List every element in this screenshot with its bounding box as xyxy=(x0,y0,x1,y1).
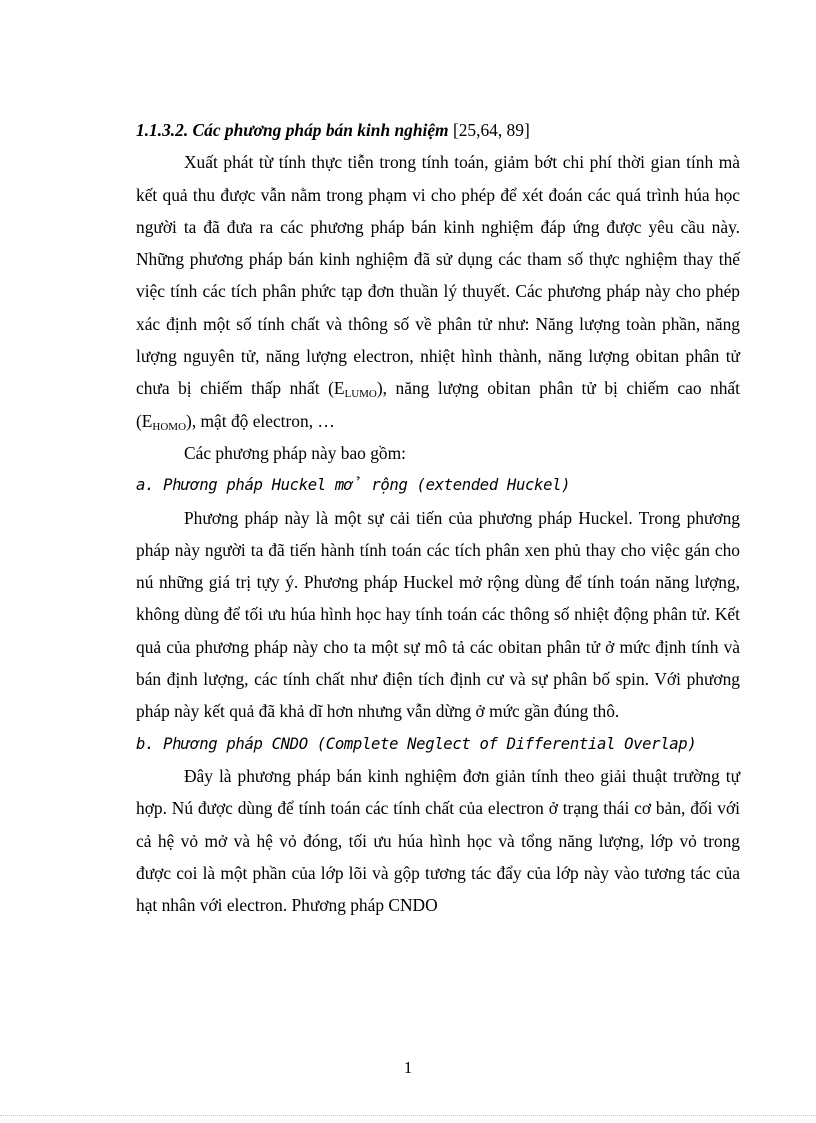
page-number: 1 xyxy=(403,1058,413,1077)
subsection-a-heading: a. Phương pháp Huckel mở rộng (extended Huckel) xyxy=(136,476,571,495)
section-title: Các phương pháp bán kinh nghiệm xyxy=(192,120,449,140)
section-refs: [25,64, 89] xyxy=(452,120,530,140)
subsection-a-body: Phương pháp này là một sự cải tiến của phương pháp Huckel. Trong phương pháp này người ta đã tiến hành tính toán các tích phân xen phủ thay cho việc gán cho nú những giá trị tựy ý. Phương pháp Huckel mở rộng dùng để tính toán năng lượng, không dùng để tối ưu húa hình học hay tính toán các thông số nhiệt động phân tử. Kết quả của phương pháp này cho ta một sự mô tả các obitan phân tử ở mức định tính và bán định lượng, các tính chất như điện tích định cư và sự phân bố spin. Với phương pháp này kết quả đã khả dĩ hơn nhưng vẫn dừng ở mức gần đúng thô. xyxy=(136,507,740,722)
subsection-b-heading: b. Phương pháp CNDO (Complete Neglect of Differential Overlap) xyxy=(136,734,697,753)
intro-text-2: ), năng lượng obitan phân tử bị chiếm cao nhất (E xyxy=(136,378,740,431)
page-bottom-border xyxy=(0,1115,816,1116)
intro-paragraph xyxy=(136,146,740,437)
intro-text-3: ), mật độ electron, … xyxy=(186,410,335,431)
section-heading xyxy=(136,114,740,146)
intro-text-1: Xuất phát từ tính thực tiễn trong tính toán, giảm bớt chi phí thời gian tính mà kết quả thu được vẫn nằm trong phạm vi cho phép để xét đoán các quá trình húa học người ta đã đưa ra các phương pháp bán kinh nghiệm đáp ứng được yêu cầu này. Những phương pháp bán kinh nghiệm đã sử dụng các tham số thực nghiệm thay thế việc tính các tích phân phức tạp đơn thuần lý thuyết. Các phương pháp này cho phép xác định một số tính chất và thông số về phân tử như: Năng lượng toàn phần, năng lượng nguyên tử, năng lượng electron, nhiệt hình thành, năng lượng obitan phân tử chưa bị chiếm thấp nhất (E xyxy=(136,152,740,399)
homo-subscript: HOMO xyxy=(152,420,187,433)
page-content xyxy=(136,114,740,921)
methods-include-line: Các phương pháp này bao gồm: xyxy=(184,442,406,463)
lumo-subscript: LUMO xyxy=(344,388,377,401)
subsection-b-body: Đây là phương pháp bán kinh nghiệm đơn giản tính theo giải thuật trường tự hợp. Nú được dùng để tính toán các tính chất của electron ở trạng thái cơ bản, đối với cả hệ vỏ mở và hệ vỏ đóng, tối ưu húa hình học và tổng năng lượng, lớp vỏ trong được coi là một phần của lớp lõi và gộp tương tác đẩy của lớp này vào tương tác của hạt nhân với electron. Phương pháp CNDO xyxy=(136,765,740,916)
section-number: 1.1.3.2. xyxy=(136,120,189,140)
